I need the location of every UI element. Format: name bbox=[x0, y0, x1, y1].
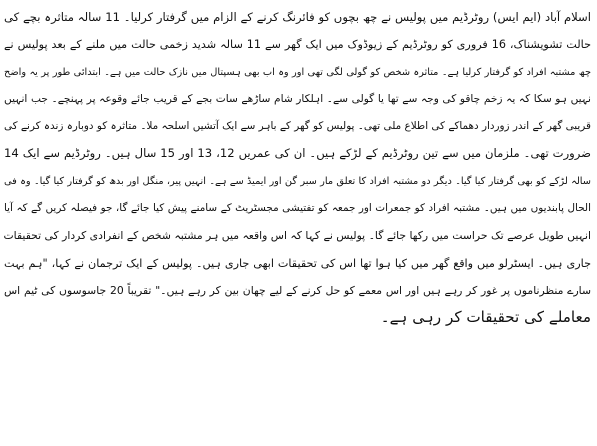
article-line: قریبی گھر کے اندر زوردار دھماکے کی اطلاع ملی تھی۔ پولیس کو گھر کے باہر سے ایک آتشیں اسلحہ ملا۔ متاثرہ کو دوبارہ زندہ کرنے کی bbox=[4, 120, 591, 133]
article-line: انہیں طویل عرصے تک حراست میں رکھا جائے گا۔ پولیس نے کہا کہ اس واقعہ میں ہر مشتبہ شخص کے انفرادی کردار کی تحقیقات bbox=[4, 229, 591, 243]
article-line: ضرورت تھی۔ ملزمان میں سے تین روٹرڈیم کے لڑکے ہیں۔ ان کی عمریں 12، 13 اور 15 سال ہیں۔ روٹرڈیم سے ایک 14 bbox=[4, 146, 591, 161]
article-line: الحال پابندیوں میں ہیں۔ مشتبہ افراد کو جمعرات اور جمعہ کو تفتیشی مجسٹریٹ کے سامنے پیش کیا جائے گا، جو فیصلہ کریں گے کہ آیا bbox=[4, 202, 591, 215]
article-line: جاری ہیں۔ ایسٹرلو میں واقع گھر میں کیا ہوا تھا اس کی تحقیقات ابھی جاری ہیں۔ پولیس کے ایک ترجمان نے کہا، "ہم بہت bbox=[4, 256, 591, 270]
article-line: حالت تشویشناک، 16 فروری کو روٹرڈیم کے زیوڈوک میں ایک گھر سے 11 سالہ شدید زخمی حالت میں ملنے کے بعد پولیس نے bbox=[4, 38, 591, 52]
article-line: معاملے کی تحقیقات کر رہی ہے۔ bbox=[380, 308, 591, 327]
article-line: نہیں ہو سکا کہ یہ زخم چاقو کی وجہ سے تھا یا گولی سے۔ اہلکار شام ساڑھے سات بجے کے قریب جائے وقوعہ پر پہنچے۔ جب انہیں bbox=[4, 92, 591, 105]
article-line: اسلام آباد (ایم ایس) روٹرڈیم میں پولیس نے چھ بچوں کو فائرنگ کرنے کے الزام میں گرفتار کرلیا۔ 11 سالہ متاثرہ بچے کی bbox=[4, 10, 591, 24]
article-line: چھ مشتبہ افراد کو گرفتار کرلیا ہے۔ متاثرہ شخص کو گولی لگی تھی اور وہ اب بھی ہسپتال میں نازک حالت میں ہے۔ ابتدائی طور پر یہ واضح bbox=[4, 66, 591, 78]
article-line: سارے منظرناموں پر غور کر رہے ہیں اور اس معمے کو حل کرنے کے لیے چھان بین کر رہے ہیں۔" تقریباً 20 جاسوسوں کی ٹیم اس bbox=[4, 283, 591, 297]
article-line: سالہ لڑکے کو بھی گرفتار کیا گیا۔ دیگر دو مشتبہ افراد کا تعلق مار سبر گن اور ایمیڈ سے ہے۔ انہیں پیر، منگل اور بدھ کو گرفتار کیا گیا۔ وہ فی bbox=[4, 175, 591, 187]
